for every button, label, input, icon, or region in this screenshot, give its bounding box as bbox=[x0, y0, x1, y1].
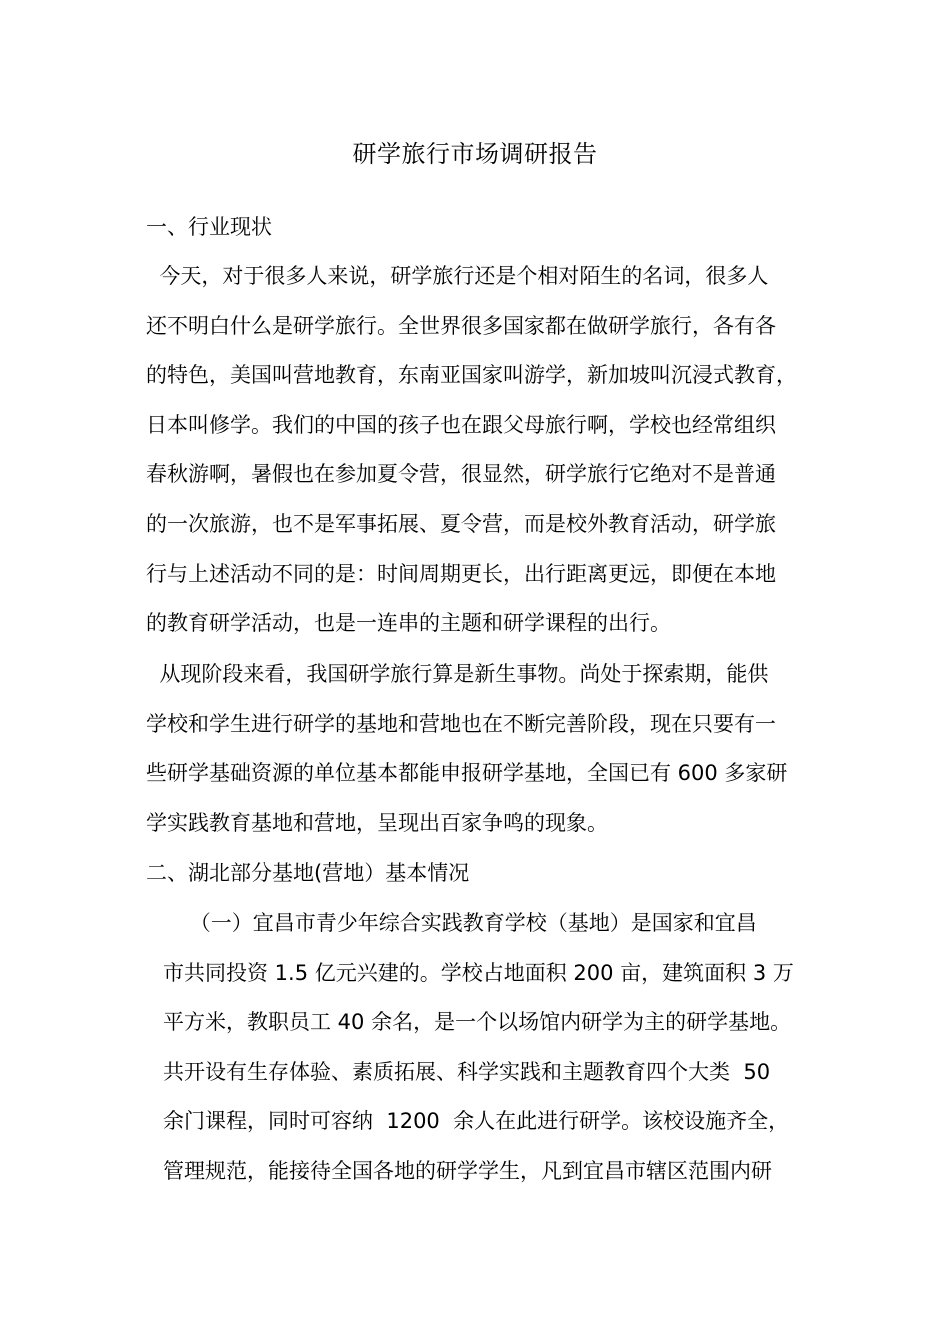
document-title: 研学旅行市场调研报告 bbox=[352, 140, 598, 168]
paragraph-line: 行与上述活动不同的是：时间周期更长，出行距离更远，即便在本地 bbox=[146, 561, 776, 586]
paragraph-line: 余门课程，同时可容纳 1200 余人在此进行研学。该校设施齐全， bbox=[163, 1109, 790, 1134]
paragraph-line: 的教育研学活动，也是一连串的主题和研学课程的出行。 bbox=[146, 611, 671, 636]
paragraph-line: 从现阶段来看，我国研学旅行算是新生事物。尚处于探索期，能供 bbox=[146, 662, 769, 686]
paragraph-line: 春秋游啊，暑假也在参加夏令营，很显然，研学旅行它绝对不是普通 bbox=[146, 462, 776, 487]
paragraph-line: 管理规范，能接待全国各地的研学学生，凡到宜昌市辖区范围内研 bbox=[163, 1158, 772, 1183]
paragraph-line: 学校和学生进行研学的基地和营地也在不断完善阶段，现在只要有一 bbox=[146, 711, 776, 736]
paragraph-line: 市共同投资 1.5 亿元兴建的。学校占地面积 200 亩，建筑面积 3 万 bbox=[163, 960, 794, 985]
paragraph-line: 平方米，教职员工 40 余名，是一个以场馆内研学为主的研学基地。 bbox=[163, 1010, 792, 1035]
paragraph-intro bbox=[146, 257, 806, 654]
section-heading-hubei-bases: 二、湖北部分基地(营地）基本情况 bbox=[146, 861, 470, 885]
paragraph-line: 共开设有生存体验、素质拓展、科学实践和主题教育四个大类 50 bbox=[163, 1059, 771, 1084]
paragraph-line: 的特色，美国叫营地教育，东南亚国家叫游学，新加坡叫沉浸式教育， bbox=[146, 363, 797, 388]
paragraph-current-stage bbox=[146, 655, 806, 853]
paragraph-yichang-base bbox=[163, 904, 808, 1202]
paragraph-line: 的一次旅游，也不是军事拓展、夏令营，而是校外教育活动，研学旅 bbox=[146, 511, 776, 536]
paragraph-line: 今天，对于很多人来说，研学旅行还是个相对陌生的名词，很多人 bbox=[146, 264, 769, 288]
section-heading-industry-status: 一、行业现状 bbox=[146, 215, 272, 239]
paragraph-line: （一）宜昌市青少年综合实践教育学校（基地）是国家和宜昌 bbox=[163, 911, 757, 935]
paragraph-line: 还不明白什么是研学旅行。全世界很多国家都在做研学旅行，各有各 bbox=[146, 313, 776, 338]
paragraph-line: 日本叫修学。我们的中国的孩子也在跟父母旅行啊，学校也经常组织 bbox=[146, 412, 776, 437]
paragraph-line: 些研学基础资源的单位基本都能申报研学基地，全国已有 600 多家研 bbox=[146, 761, 788, 786]
paragraph-line: 学实践教育基地和营地，呈现出百家争鸣的现象。 bbox=[146, 810, 608, 835]
